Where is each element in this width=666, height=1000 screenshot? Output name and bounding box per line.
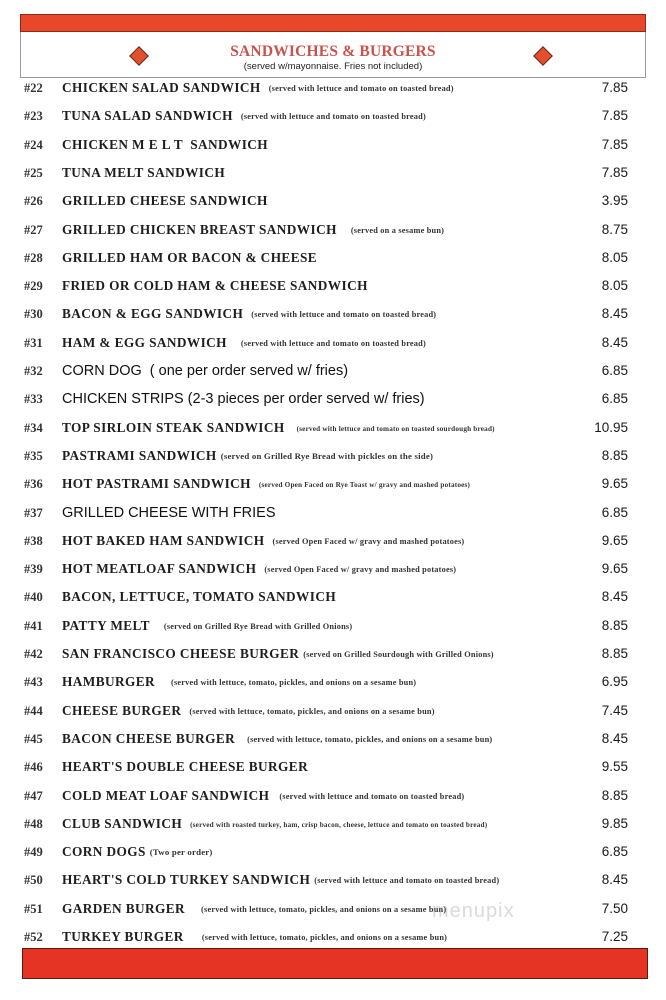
item-name: HOT BAKED HAM SANDWICH (served Open Faced w/ gravy and mashed potatoes) bbox=[62, 532, 465, 548]
item-note: (served with lettuce, tomato, pickles, and onions on a sesame bun) bbox=[247, 734, 493, 744]
item-price: 7.85 bbox=[601, 164, 628, 180]
item-number: #29 bbox=[24, 279, 43, 294]
item-price: 6.85 bbox=[601, 504, 628, 520]
menu-item bbox=[0, 899, 666, 921]
menu-item bbox=[0, 220, 666, 242]
menu-item bbox=[0, 474, 666, 496]
item-note: (served with lettuce and tomato on toasted bread) bbox=[268, 84, 454, 93]
item-price: 7.85 bbox=[601, 108, 628, 124]
item-note: (Two per order) bbox=[149, 847, 213, 858]
item-price: 7.85 bbox=[601, 136, 628, 152]
menu-item bbox=[0, 78, 666, 100]
menu-item bbox=[0, 276, 666, 298]
item-name: HAMBURGER (served with lettuce, tomato, pickles, and onions on a sesame bun) bbox=[62, 674, 417, 690]
item-name: CHICKEN STRIPS (2-3 pieces per order served w/ fries) bbox=[62, 391, 425, 408]
item-price: 8.45 bbox=[601, 589, 628, 605]
item-number: #24 bbox=[24, 137, 43, 152]
menu-item bbox=[0, 163, 666, 185]
item-price: 9.85 bbox=[601, 815, 628, 831]
item-number: #27 bbox=[24, 222, 43, 237]
item-number: #25 bbox=[24, 165, 43, 180]
item-price: 9.55 bbox=[601, 759, 628, 775]
item-price: 8.45 bbox=[601, 872, 628, 888]
item-name: TURKEY BURGER (served with lettuce, tomato, pickles, and onions on a sesame bun) bbox=[62, 929, 448, 944]
item-number: #51 bbox=[24, 901, 43, 916]
section-subtitle: (served w/mayonnaise. Fries not included) bbox=[243, 61, 423, 72]
menu-item bbox=[0, 361, 666, 383]
item-name: TOP SIRLOIN STEAK SANDWICH (served with lettuce and tomato on toasted sourdough bread) bbox=[62, 419, 495, 435]
item-note: (served with lettuce and tomato on toasted bread) bbox=[240, 112, 426, 122]
item-price: 7.45 bbox=[601, 702, 628, 718]
item-number: #46 bbox=[24, 760, 43, 775]
menu-item bbox=[0, 786, 666, 808]
item-name: GRILLED HAM OR BACON & CHEESE bbox=[62, 249, 318, 265]
item-number: #32 bbox=[24, 364, 43, 378]
item-number: #44 bbox=[24, 703, 43, 718]
menu-item bbox=[0, 531, 666, 553]
menu-item bbox=[0, 418, 666, 440]
menu-item bbox=[0, 559, 666, 581]
item-name: BACON, LETTUCE, TOMATO SANDWICH bbox=[62, 589, 337, 605]
item-number: #35 bbox=[24, 448, 43, 463]
item-price: 8.45 bbox=[601, 306, 628, 322]
item-number: #43 bbox=[24, 675, 43, 690]
item-number: #41 bbox=[24, 618, 43, 633]
item-name: HOT MEATLOAF SANDWICH (served Open Faced w/ gravy and mashed potatoes) bbox=[62, 561, 457, 577]
item-price: 6.85 bbox=[601, 844, 628, 860]
item-note: (served Open Faced w/ gravy and mashed potatoes) bbox=[264, 565, 457, 575]
item-number: #40 bbox=[24, 590, 43, 605]
item-note: (served on Grilled Rye Bread with Grilled Onions) bbox=[163, 621, 353, 631]
item-number: #45 bbox=[24, 731, 43, 746]
item-note: (served on a sesame bun) bbox=[350, 225, 445, 235]
item-price: 6.85 bbox=[601, 391, 628, 407]
top-decorative-bar bbox=[20, 14, 646, 32]
menu-item bbox=[0, 191, 666, 213]
menu-item bbox=[0, 587, 666, 609]
item-number: #38 bbox=[24, 533, 43, 548]
item-number: #23 bbox=[24, 109, 43, 124]
item-price: 8.05 bbox=[601, 249, 628, 265]
item-name: CHEESE BURGER (served with lettuce, tomato, pickles, and onions on a sesame bun) bbox=[62, 702, 435, 718]
menu-item bbox=[0, 106, 666, 128]
item-price: 7.85 bbox=[601, 80, 628, 95]
item-name: BACON CHEESE BURGER (served with lettuce, tomato, pickles, and onions on a sesame bun) bbox=[62, 730, 493, 746]
menu-item bbox=[0, 842, 666, 864]
item-price: 7.50 bbox=[601, 900, 628, 916]
item-price: 8.85 bbox=[601, 646, 628, 661]
item-price: 8.85 bbox=[601, 617, 628, 633]
menu-item bbox=[0, 616, 666, 638]
item-name: CORN DOGS (Two per order) bbox=[62, 844, 213, 860]
item-number: #36 bbox=[24, 477, 43, 492]
item-note: (served on Grilled Rye Bread with pickles on the side) bbox=[220, 450, 434, 461]
item-number: #37 bbox=[24, 505, 43, 520]
item-name: GRILLED CHICKEN BREAST SANDWICH (served on a sesame bun) bbox=[62, 221, 445, 237]
item-number: #30 bbox=[24, 307, 43, 322]
menu-item bbox=[0, 304, 666, 326]
item-note: (served with lettuce and tomato on toasted bread) bbox=[314, 876, 500, 886]
item-name: SAN FRANCISCO CHEESE BURGER (served on Grilled Sourdough with Grilled Onions) bbox=[62, 646, 494, 661]
item-number: #47 bbox=[24, 788, 43, 803]
item-price: 9.65 bbox=[601, 476, 628, 492]
item-note: (served with lettuce and tomato on toasted sourdough bread) bbox=[296, 424, 495, 433]
menu-item bbox=[0, 672, 666, 694]
item-number: #42 bbox=[24, 647, 43, 661]
item-note: (served Open Faced on Rye Toast w/ gravy and mashed potatoes) bbox=[258, 481, 471, 490]
item-number: #22 bbox=[24, 81, 43, 95]
item-name: COLD MEAT LOAF SANDWICH (served with lettuce and tomato on toasted bread) bbox=[62, 787, 465, 803]
menu-item bbox=[0, 701, 666, 723]
menu-item bbox=[0, 757, 666, 779]
menu-item bbox=[0, 927, 666, 949]
bottom-decorative-bar bbox=[22, 948, 648, 979]
menu-item bbox=[0, 446, 666, 468]
item-name: HAM & EGG SANDWICH (served with lettuce and tomato on toasted bread) bbox=[62, 334, 426, 350]
menu-item bbox=[0, 814, 666, 836]
item-price: 8.85 bbox=[601, 787, 628, 803]
item-number: #28 bbox=[24, 250, 43, 265]
item-price: 6.95 bbox=[601, 674, 628, 690]
item-price: 10.95 bbox=[594, 419, 628, 435]
item-price: 8.45 bbox=[601, 334, 628, 350]
item-note: (served with lettuce and tomato on toasted bread) bbox=[251, 310, 437, 320]
item-number: #26 bbox=[24, 194, 43, 209]
item-price: 7.25 bbox=[601, 929, 628, 944]
item-note: (served with lettuce and tomato on toasted bread) bbox=[240, 338, 426, 348]
item-name: GRILLED CHEESE SANDWICH bbox=[62, 193, 268, 209]
item-name: HOT PASTRAMI SANDWICH (served Open Faced on Rye Toast w/ gravy and mashed potatoes) bbox=[62, 476, 471, 492]
item-note: (served with roasted turkey, ham, crisp bacon, cheese, lettuce and tomato on toasted bread) bbox=[190, 820, 488, 829]
item-price: 8.45 bbox=[601, 730, 628, 746]
menu-item bbox=[0, 389, 666, 411]
item-price: 6.85 bbox=[601, 363, 628, 378]
item-name: HEART'S COLD TURKEY SANDWICH (served with lettuce and tomato on toasted bread) bbox=[62, 872, 500, 888]
item-price: 8.75 bbox=[601, 221, 628, 237]
item-note: (served on Grilled Sourdough with Grilled Onions) bbox=[303, 650, 494, 659]
item-name: PASTRAMI SANDWICH (served on Grilled Rye Bread with pickles on the side) bbox=[62, 447, 434, 463]
item-number: #50 bbox=[24, 873, 43, 888]
item-name: CORN DOG ( one per order served w/ fries) bbox=[62, 363, 349, 379]
menu-item bbox=[0, 870, 666, 892]
item-name: FRIED OR COLD HAM & CHEESE SANDWICH bbox=[62, 278, 368, 294]
item-number: #34 bbox=[24, 420, 43, 435]
item-number: #33 bbox=[24, 392, 43, 407]
menu-item bbox=[0, 644, 666, 666]
item-note: (served Open Faced w/ gravy and mashed potatoes) bbox=[272, 536, 465, 546]
item-name: TUNA MELT SANDWICH bbox=[62, 164, 226, 180]
item-name: CHICKEN SALAD SANDWICH (served with lettuce and tomato on toasted bread) bbox=[62, 80, 454, 95]
item-note: (served with lettuce, tomato, pickles, and onions on a sesame bun) bbox=[201, 933, 448, 942]
item-note: (served with lettuce and tomato on toasted bread) bbox=[279, 791, 465, 801]
item-name: GARDEN BURGER (served with lettuce, tomato, pickles, and onions on a sesame bun) bbox=[62, 900, 447, 916]
menu-item bbox=[0, 333, 666, 355]
item-name: PATTY MELT (served on Grilled Rye Bread with Grilled Onions) bbox=[62, 617, 353, 633]
item-number: #52 bbox=[24, 930, 43, 944]
item-note: (served with lettuce, tomato, pickles, and onions on a sesame bun) bbox=[201, 904, 447, 914]
watermark: menupix bbox=[432, 900, 515, 922]
item-name: TUNA SALAD SANDWICH (served with lettuce and tomato on toasted bread) bbox=[62, 108, 426, 124]
section-title: SANDWICHES & BURGERS bbox=[230, 43, 436, 60]
item-price: 8.05 bbox=[601, 278, 628, 294]
item-price: 8.85 bbox=[601, 447, 628, 463]
item-number: #49 bbox=[24, 845, 43, 860]
item-note: (served with lettuce, tomato, pickles, and onions on a sesame bun) bbox=[170, 678, 417, 688]
item-name: GRILLED CHEESE WITH FRIES bbox=[62, 504, 276, 521]
menu-item bbox=[0, 503, 666, 525]
item-name: CLUB SANDWICH (served with roasted turkey, ham, crisp bacon, cheese, lettuce and tomato on toasted bread) bbox=[62, 815, 488, 831]
menu-item bbox=[0, 248, 666, 270]
item-note: (served with lettuce, tomato, pickles, and onions on a sesame bun) bbox=[189, 706, 435, 716]
item-price: 3.95 bbox=[601, 193, 628, 209]
item-number: #48 bbox=[24, 816, 43, 831]
item-price: 9.65 bbox=[601, 561, 628, 577]
item-number: #39 bbox=[24, 562, 43, 577]
item-name: HEART'S DOUBLE CHEESE BURGER bbox=[62, 759, 309, 775]
item-name: CHICKEN M E L T SANDWICH bbox=[62, 136, 269, 152]
section-header bbox=[20, 32, 646, 78]
menu-item bbox=[0, 729, 666, 751]
item-number: #31 bbox=[24, 335, 43, 350]
item-name: BACON & EGG SANDWICH (served with lettuce and tomato on toasted bread) bbox=[62, 306, 437, 322]
item-price: 9.65 bbox=[601, 532, 628, 548]
menu-item bbox=[0, 135, 666, 157]
